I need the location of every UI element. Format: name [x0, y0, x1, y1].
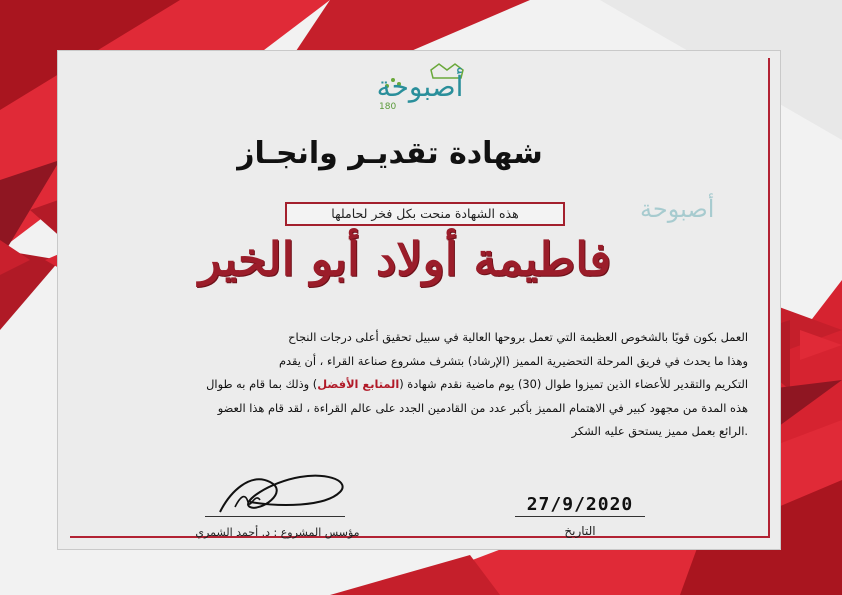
- date-value: 27/9/2020: [526, 494, 634, 515]
- date-label: التاريخ: [564, 524, 596, 538]
- body-text: ) وذلك بما قام به طوال: [206, 377, 318, 391]
- certificate-subtitle: هذه الشهادة منحت بكل فخر لحاملها: [285, 202, 565, 226]
- signature-label: مؤسس المشروع : د. أحمد الشمري: [195, 526, 360, 539]
- date-underline: [515, 516, 645, 517]
- logo-text: أصبوحة: [376, 70, 464, 103]
- body-line: وهذا ما يحدث في فريق المرحلة التحضيرية المميز (الإرشاد) بتشرف مشروع صناعة القراء ، أن يقدم: [278, 353, 748, 368]
- signature-underline: [205, 516, 345, 517]
- certificate-title: شهادة تقديـر وانجـاز: [237, 136, 543, 171]
- logo-number: 180: [379, 102, 397, 112]
- award-title: المتابع الأفضل: [317, 377, 400, 391]
- body-line: [98, 373, 748, 397]
- body-line: .الرائع بعمل مميز يستحق عليه الشكر: [571, 424, 748, 438]
- certificate-body: [98, 326, 748, 444]
- body-line: هذه المدة من مجهود كبير في الاهتمام المميز بأكبر عدد من القادمين الجدد على عالم القراءة ، لقد قام هذا العضو: [217, 400, 748, 415]
- recipient-name: فاطيمة أولاد أبو الخير: [198, 232, 612, 286]
- brand-logo: [355, 62, 495, 122]
- signature-image: [210, 462, 360, 527]
- body-text: التكريم والتقدير للأعضاء الذين تميزوا طوال (30) يوم ماضية نقدم شهادة (: [399, 377, 748, 391]
- watermark-text: أصبوحة: [640, 195, 715, 223]
- certificate-card: [57, 50, 781, 550]
- body-line: العمل بكون قويًا بالشخوص العظيمة التي تعمل بروحها العالية في سبيل تحقيق أعلى درجات النجاح: [288, 330, 748, 344]
